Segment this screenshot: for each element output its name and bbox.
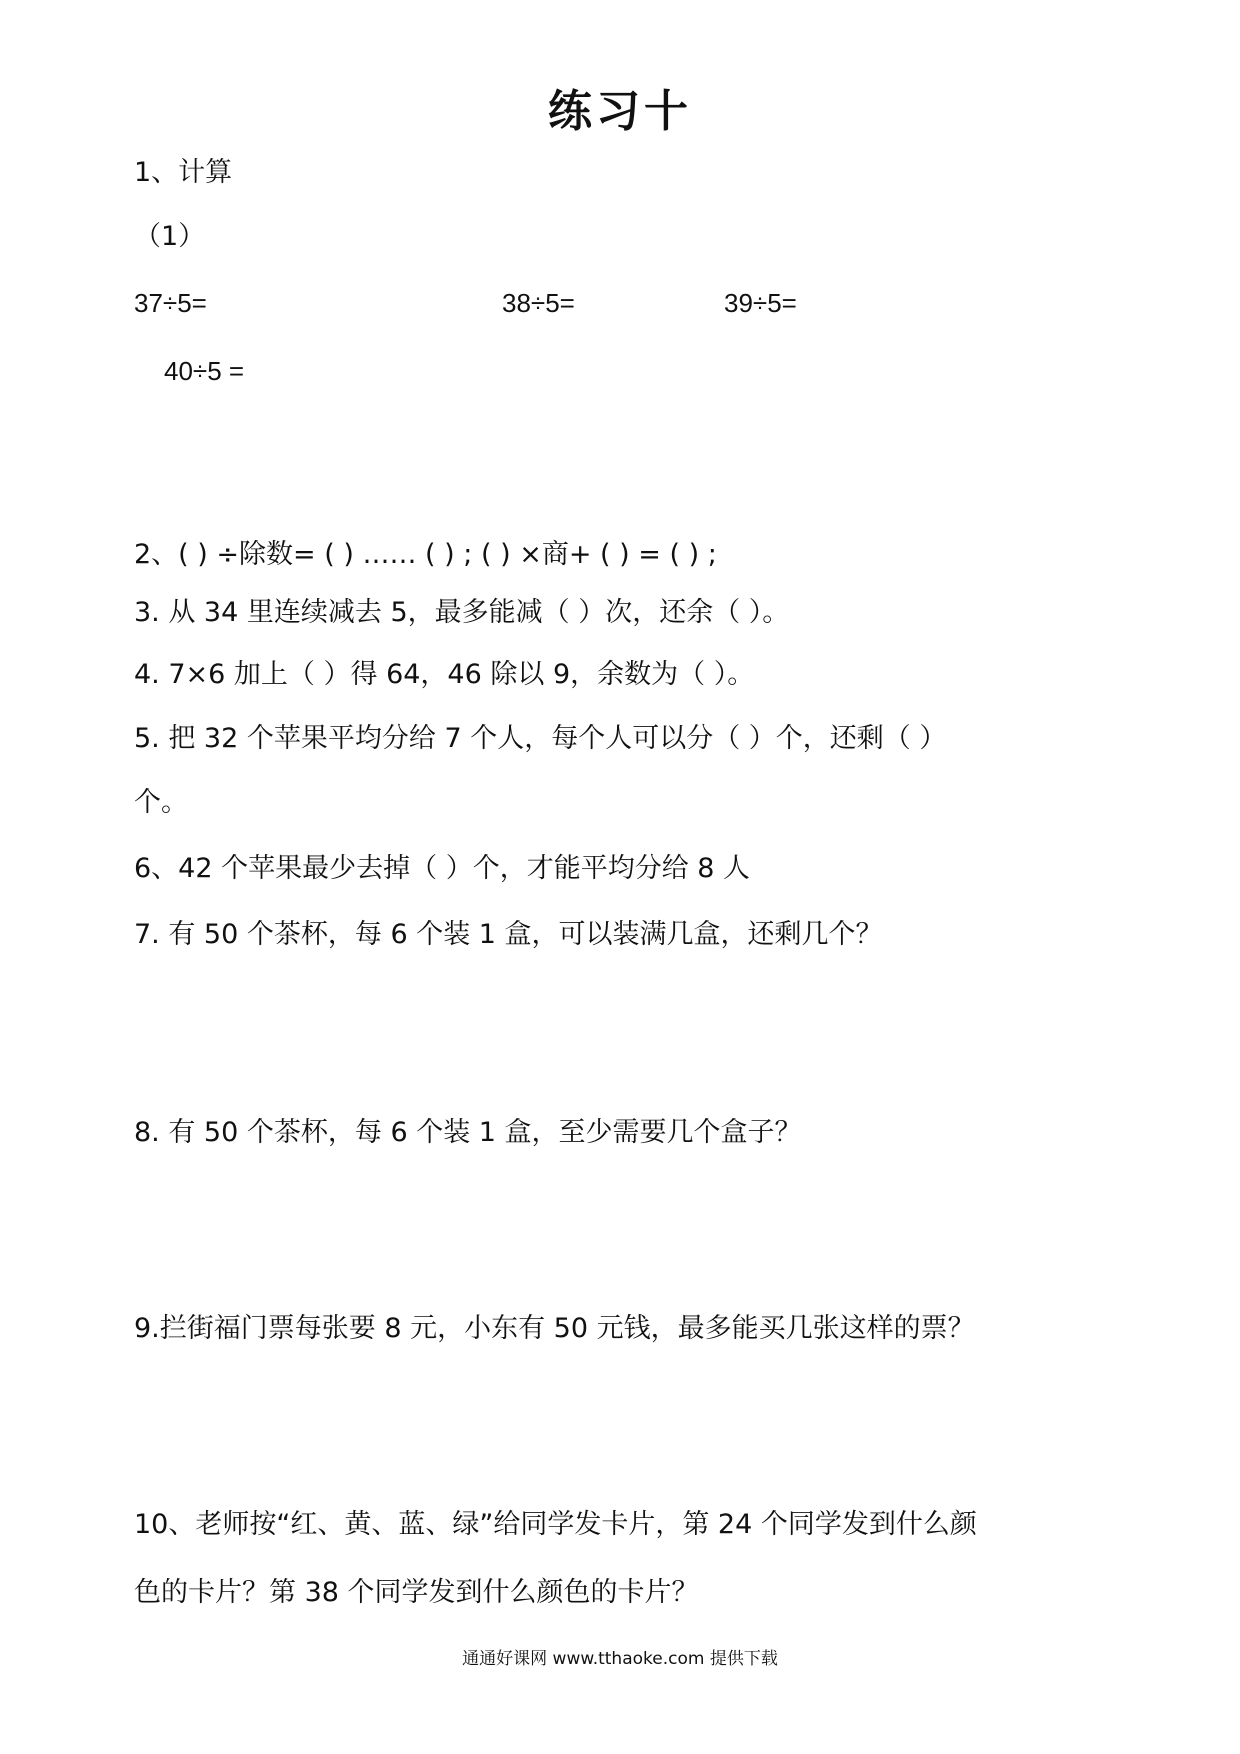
question-10-line-1: 10、老师按“红、黄、蓝、绿”给同学发卡片，第 24 个同学发到什么颜 <box>134 1509 977 1540</box>
question-9: 9.拦街福门票每张要 8 元，小东有 50 元钱，最多能买几张这样的票？ <box>134 1313 975 1344</box>
question-5-line-2: 个。 <box>134 787 188 818</box>
question-6: 6、42 个苹果最少去掉（ ）个，才能平均分给 8 人 <box>134 853 751 884</box>
question-7: 7. 有 50 个茶杯，每 6 个装 1 盒，可以装满几盒，还剩几个？ <box>134 919 883 950</box>
page-title: 练习十 <box>548 86 692 137</box>
footer-credit: 通通好课网 www.tthaoke.com 提供下载 <box>462 1649 778 1669</box>
question-10-line-2: 色的卡片？第 38 个同学发到什么颜色的卡片？ <box>134 1577 699 1608</box>
question-4: 4. 7×6 加上（ ）得 64，46 除以 9，余数为（ ）。 <box>134 659 755 690</box>
question-1-sub-label: （1） <box>134 221 206 252</box>
calc-item-4: 40÷5 = <box>164 356 245 386</box>
calc-item-1: 37÷5= <box>134 288 207 318</box>
question-2: 2、( ) ÷除数= ( ) …… ( ) ; ( ) ×商+ ( ) = ( ) ; <box>134 539 717 570</box>
question-8: 8. 有 50 个茶杯，每 6 个装 1 盒，至少需要几个盒子？ <box>134 1117 802 1148</box>
calc-item-3: 39÷5= <box>724 288 797 318</box>
calc-item-2: 38÷5= <box>502 288 575 318</box>
question-1-label: 1、计算 <box>134 157 233 188</box>
question-3: 3. 从 34 里连续减去 5，最多能减（ ）次，还余（ ）。 <box>134 597 790 628</box>
question-5-line-1: 5. 把 32 个苹果平均分给 7 个人，每个人可以分（ ）个，还剩（ ） <box>134 723 947 754</box>
